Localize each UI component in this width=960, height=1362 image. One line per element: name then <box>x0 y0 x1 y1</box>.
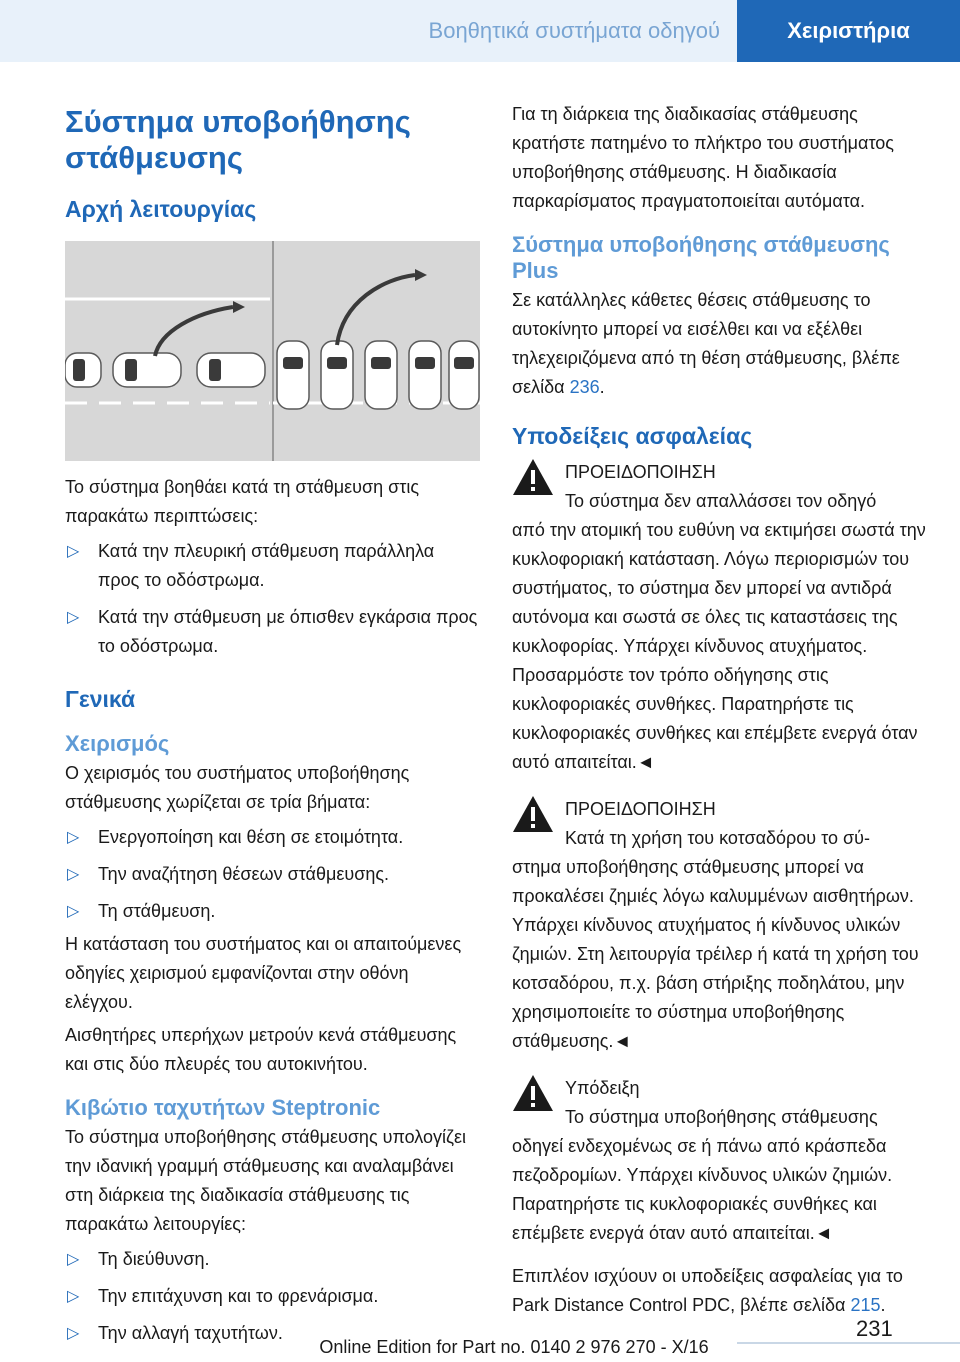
list-item: ▷ Ενεργοποίηση και θέση σε ετοιμότητα. <box>65 823 480 852</box>
edition-footer: Online Edition for Part no. 0140 2 976 270 - X/16 <box>319 1337 709 1357</box>
page-link-236[interactable]: 236 <box>569 377 600 397</box>
bullet-triangle-icon: ▷ <box>67 903 80 920</box>
list-item: ▷ Τη διεύθυνση. <box>65 1245 480 1274</box>
warning-body: στημα υποβοήθησης στάθμευσης μπορεί να προκαλέσει ζημιές λόγω καλυμμένων αισθητήρων. Υπάρχει κίνδυνος ατυχήματος ή κίνδυνος υλικών ζημιών. Στη λειτουργία τρέιλερ ή κατά τη χρήση του κοτσαδόρου, π.χ. βάση στήριξης ποδηλάτου, μην χρησιμοποιείτε το σύστημα υποβοήθησης στάθμευσης.◄ <box>512 857 919 1051</box>
steptronic-text: Το σύστημα υποβοήθησης στάθμευσης υπολογίζει την ιδανική γραμμή στάθμευσης και αναλαμβάνει στη διάρκεια της διαδικασία στάθμευσης τις παρακάτω λειτουργίες: <box>65 1127 466 1234</box>
operation-heading: Χειρισμός <box>65 731 170 756</box>
page-number: 231 <box>856 1316 893 1341</box>
steptronic-heading: Κιβώτιο ταχυτήτων Steptronic <box>65 1095 381 1120</box>
perpendicular-cars <box>277 341 479 409</box>
bullet-triangle-icon: ▷ <box>67 829 80 846</box>
intro-text: Το σύστημα βοηθάει κατά τη στάθμευση στις παρακάτω περιπτώσεις: <box>65 477 420 526</box>
list-item: ▷ Κατά την πλευρική στάθμευση παράλληλα προς το οδόστρωμα. <box>65 537 480 595</box>
bullet-triangle-icon: ▷ <box>67 609 80 626</box>
parking-illustration <box>65 241 480 461</box>
parallel-cars <box>65 353 265 387</box>
header-chapter-tab[interactable]: Χειριστήρια <box>737 0 960 62</box>
list-item: ▷ Την αλλαγή ταχυτήτων. <box>65 1319 480 1348</box>
header-section-title: Βοηθητικά συστήματα οδηγού <box>0 0 737 62</box>
warning-title: ΠΡΟΕΙΔΟΠΟΙΗΣΗ <box>565 799 716 819</box>
left-column <box>65 100 480 1348</box>
cases-list <box>65 537 480 661</box>
page-title-line-1: Σύστημα υποβοήθησης <box>65 104 411 139</box>
page-title-line-2: στάθμευσης <box>65 140 243 175</box>
sensors-text: Αισθητήρες υπερήχων μετρούν κενά στάθμευσης και στις δύο πλευρές του αυτοκινήτου. <box>65 1025 457 1074</box>
parking-diagram <box>65 241 480 461</box>
list-item: ▷ Κατά την στάθμευση με όπισθεν εγκάρσια προς το οδόστρωμα. <box>65 603 480 661</box>
notice-body: οδηγεί ενδεχομένως σε ή πάνω από κράσπεδα πεζοδρομίων. Υπάρχει κίνδυνος υλικών ζημιών. Παρατηρήστε τις κυκλοφοριακές συνθήκες και επέμβετε ενεργά όταν αυτό απαιτείται.◄ <box>512 1136 893 1243</box>
footer-rule <box>737 1342 960 1344</box>
steps-list <box>65 823 480 926</box>
notice-title: Υπόδειξη <box>565 1078 640 1098</box>
general-heading: Γενικά <box>65 686 136 712</box>
warning-lead: Το σύστημα δεν απαλλάσσει τον οδηγό <box>565 491 877 511</box>
warning-block <box>512 458 927 777</box>
button-hold-text: Για τη διάρκεια της διαδικασίας στάθμευσης κρατήστε πατημένο το πλήκτρο του συστήματος υποβοήθησης στάθμευσης. Η διαδικασία παρκαρίσματος πραγματοποιείται αυτόματα. <box>512 104 894 211</box>
warning-body: από την ατομική του ευθύνη να εκτιμήσει σωστά την κυκλοφοριακή κατάσταση. Λόγω περιορισμών του συστήματος, το σύστημα δεν μπορεί να αντιδρά αυτόνομα και σωστά σε όλες τις καταστάσεις της κυκλοφορίας. Υπάρχει κίνδυνος ατυχήματος. Προσαρμόστε τον τρόπο οδήγησης στις κυκλοφοριακές συνθήκες. Παρατηρήστε τις κυκλοφοριακές συνθήκες και επέμβετε ενεργά όταν αυτό απαιτείται.◄ <box>512 520 926 772</box>
bullet-triangle-icon: ▷ <box>67 866 80 883</box>
page-link-215[interactable]: 215 <box>850 1295 881 1315</box>
warning-triangle-icon <box>512 795 554 833</box>
pdc-text: Επιπλέον ισχύουν οι υποδείξεις ασφαλείας για το Park Distance Control PDC, βλέπε σελίδα 215. <box>512 1266 903 1315</box>
warning-title: ΠΡΟΕΙΔΟΠΟΙΗΣΗ <box>565 462 716 482</box>
safety-heading: Υποδείξεις ασφαλείας <box>512 423 753 449</box>
plus-text: Σε κατάλληλες κάθετες θέσεις στάθμευσης το αυτοκίνητο μπορεί να εισέλθει και να εξέλθει τηλεχειριζόμενα από τη θέση στάθμευσης, βλέπε σελίδα 236. <box>512 290 900 397</box>
plus-heading: Σύστημα υποβοήθησης στάθμευσης Plus <box>512 232 890 283</box>
bullet-triangle-icon: ▷ <box>67 1251 80 1268</box>
status-text: Η κατάσταση του συστήματος και οι απαιτούμενες οδηγίες χειρισμού εμφανίζονται στην οθόνη ελέγχου. <box>65 934 462 1012</box>
bullet-triangle-icon: ▷ <box>67 1325 80 1342</box>
list-item: ▷ Τη στάθμευση. <box>65 897 480 926</box>
warning-lead: Κατά τη χρήση του κοτσαδόρου το σύ- <box>565 828 870 848</box>
list-item: ▷ Την αναζήτηση θέσεων στάθμευσης. <box>65 860 480 889</box>
notice-block <box>512 1074 927 1248</box>
functions-list <box>65 1245 480 1348</box>
principle-heading: Αρχή λειτουργίας <box>65 196 257 222</box>
notice-lead: Το σύστημα υποβοήθησης στάθμευσης <box>565 1107 878 1127</box>
warning-block <box>512 795 927 1056</box>
operation-text: Ο χειρισμός του συστήματος υποβοήθησης στάθμευσης χωρίζεται σε τρία βήματα: <box>65 763 410 812</box>
list-item: ▷ Την επιτάχυνση και το φρενάρισμα. <box>65 1282 480 1311</box>
page-title <box>65 104 480 176</box>
warning-triangle-icon <box>512 1074 554 1112</box>
bullet-triangle-icon: ▷ <box>67 1288 80 1305</box>
right-column <box>512 100 927 1320</box>
warning-triangle-icon <box>512 458 554 496</box>
bullet-triangle-icon: ▷ <box>67 543 80 560</box>
